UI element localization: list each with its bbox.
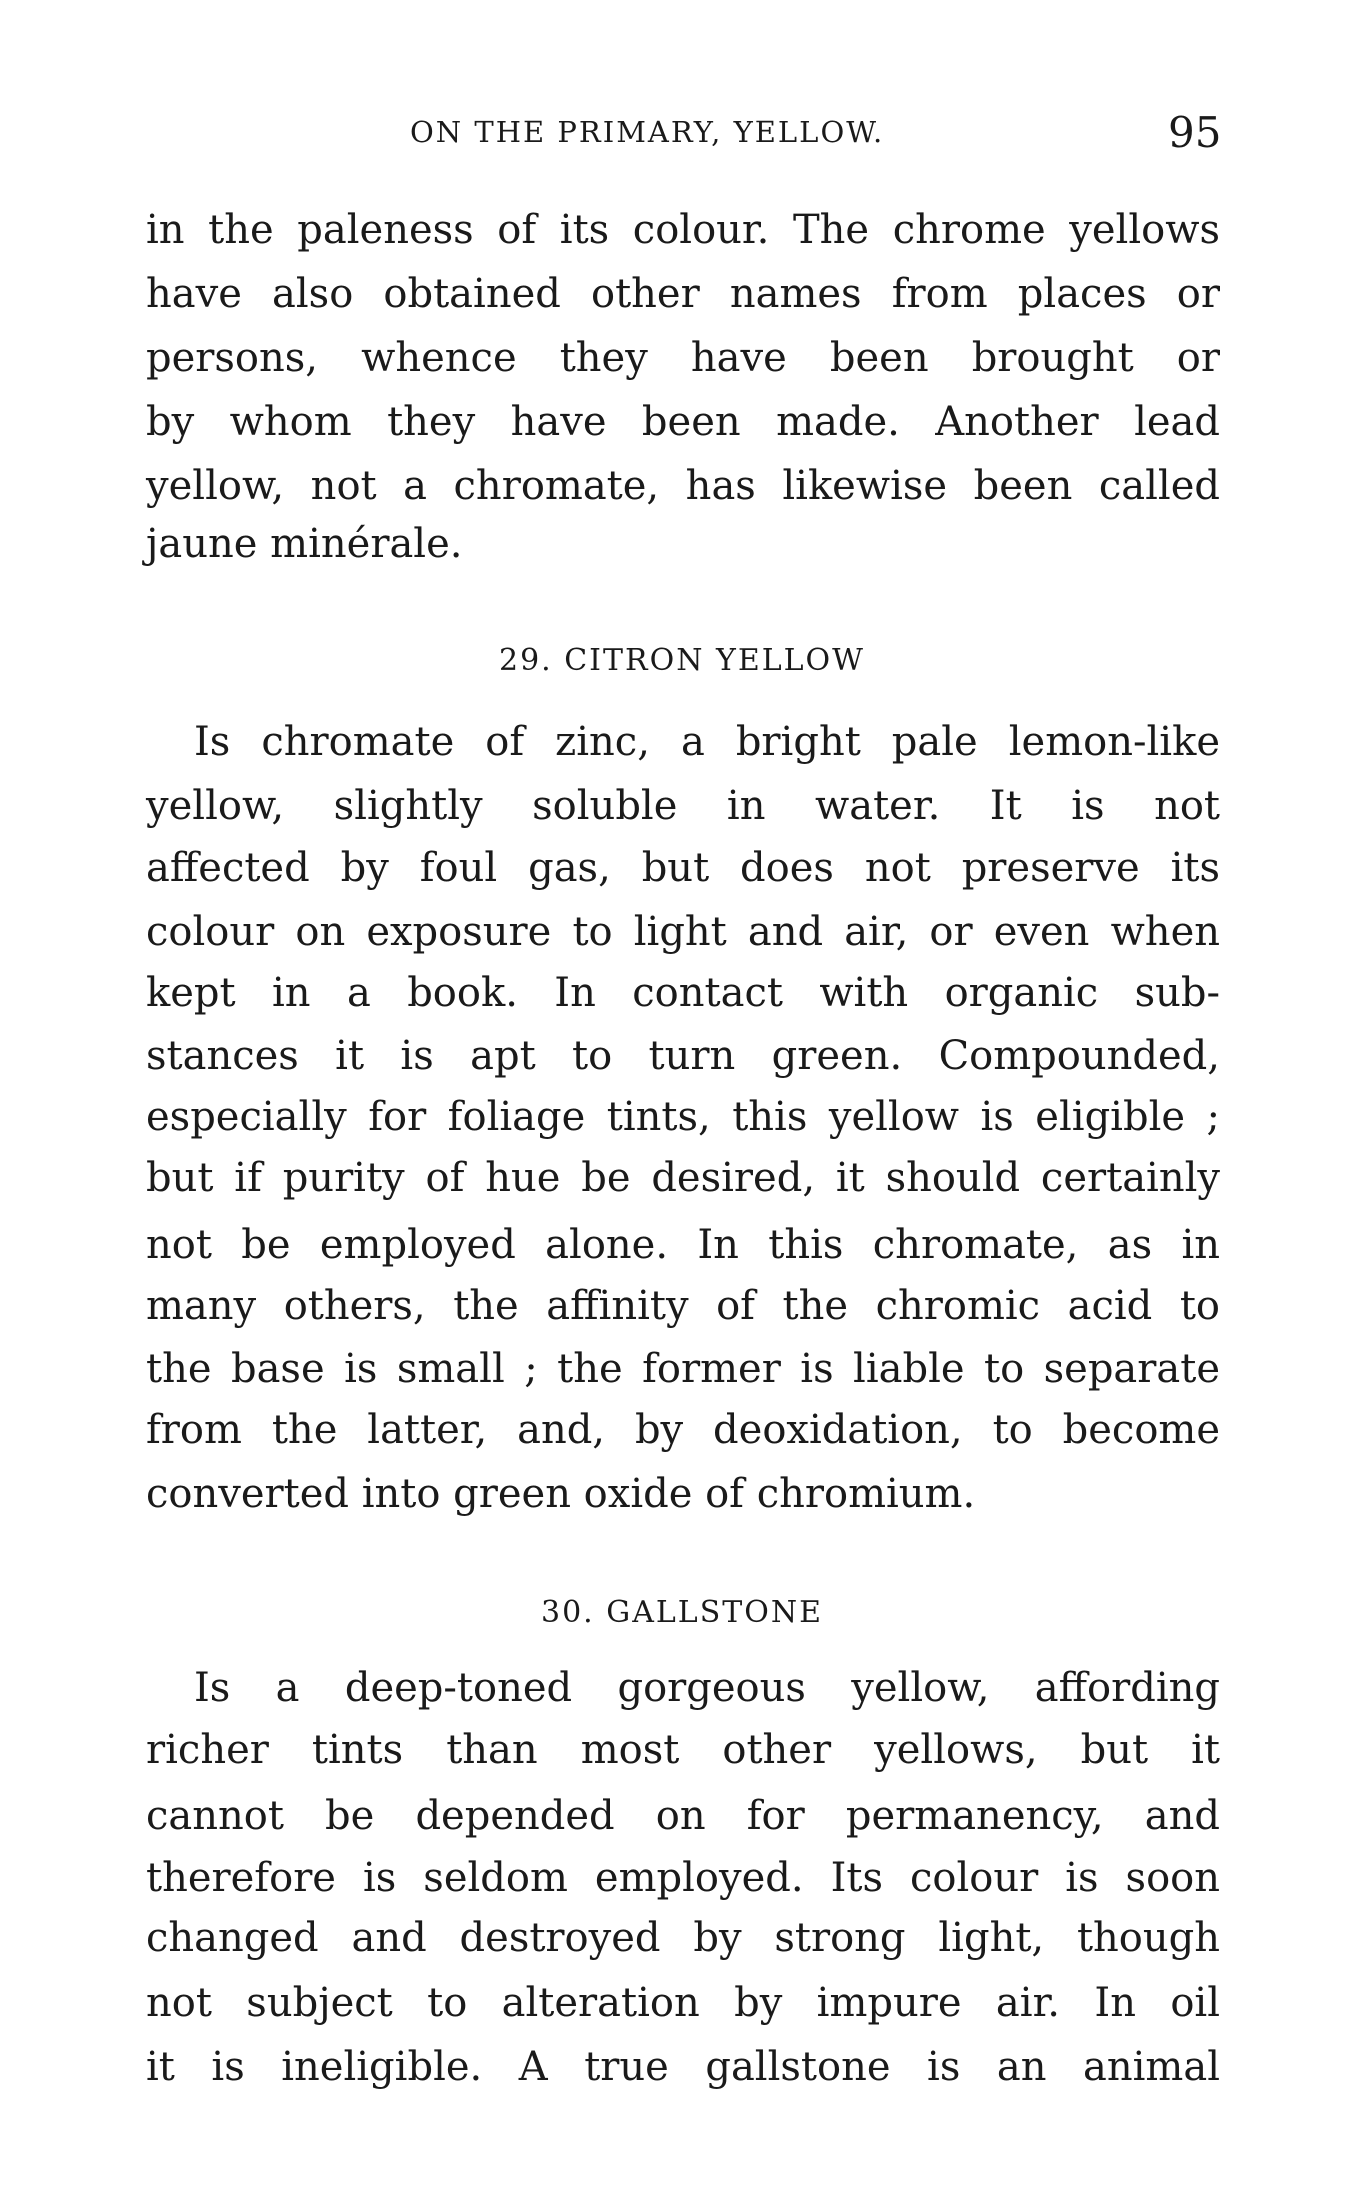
text-line: stances it is apt to turn green. Compounded, <box>146 1033 1220 1079</box>
text-line: colour on exposure to light and air, or even when <box>146 909 1220 955</box>
section-heading-30: 30. GALLSTONE <box>540 1595 824 1630</box>
text-line: many others, the affinity of the chromic acid to <box>146 1283 1220 1329</box>
text-line: richer tints than most other yellows, but it <box>146 1727 1220 1773</box>
text-line: cannot be depended on for permanency, and <box>146 1793 1220 1839</box>
text-line: Is chromate of zinc, a bright pale lemon-like <box>194 719 1220 765</box>
text-line: but if purity of hue be desired, it should certainly <box>146 1155 1220 1201</box>
text-line: therefore is seldom employed. Its colour is soon <box>146 1855 1220 1901</box>
text-line: in the paleness of its colour. The chrome yellows <box>146 207 1220 253</box>
text-line: converted into green oxide of chromium. <box>146 1471 976 1517</box>
page-number: 95 <box>1168 108 1222 157</box>
running-title: ON THE PRIMARY, YELLOW. <box>410 115 885 149</box>
text-line: affected by foul gas, but does not preserve its <box>146 845 1220 891</box>
text-line: jaune minérale. <box>146 521 463 567</box>
text-line: changed and destroyed by strong light, though <box>146 1915 1220 1961</box>
text-line: kept in a book. In contact with organic sub- <box>146 970 1220 1016</box>
text-line: yellow, not a chromate, has likewise been called <box>146 463 1220 509</box>
text-line: by whom they have been made. Another lead <box>146 399 1220 445</box>
text-line: not be employed alone. In this chromate, as in <box>146 1222 1220 1268</box>
text-line: Is a deep-toned gorgeous yellow, affording <box>194 1665 1220 1711</box>
text-line: not subject to alteration by impure air. In oil <box>146 1980 1220 2026</box>
text-line: persons, whence they have been brought or <box>146 335 1220 381</box>
text-line: from the latter, and, by deoxidation, to become <box>146 1407 1220 1453</box>
section-heading-29: 29. CITRON YELLOW <box>498 643 865 678</box>
text-line: especially for foliage tints, this yellow is eligible ; <box>146 1094 1220 1140</box>
text-line: yellow, slightly soluble in water. It is not <box>146 783 1220 829</box>
text-line: the base is small ; the former is liable to separate <box>146 1346 1220 1392</box>
text-line: have also obtained other names from places or <box>146 271 1220 317</box>
text-line: it is ineligible. A true gallstone is an animal <box>146 2044 1220 2090</box>
